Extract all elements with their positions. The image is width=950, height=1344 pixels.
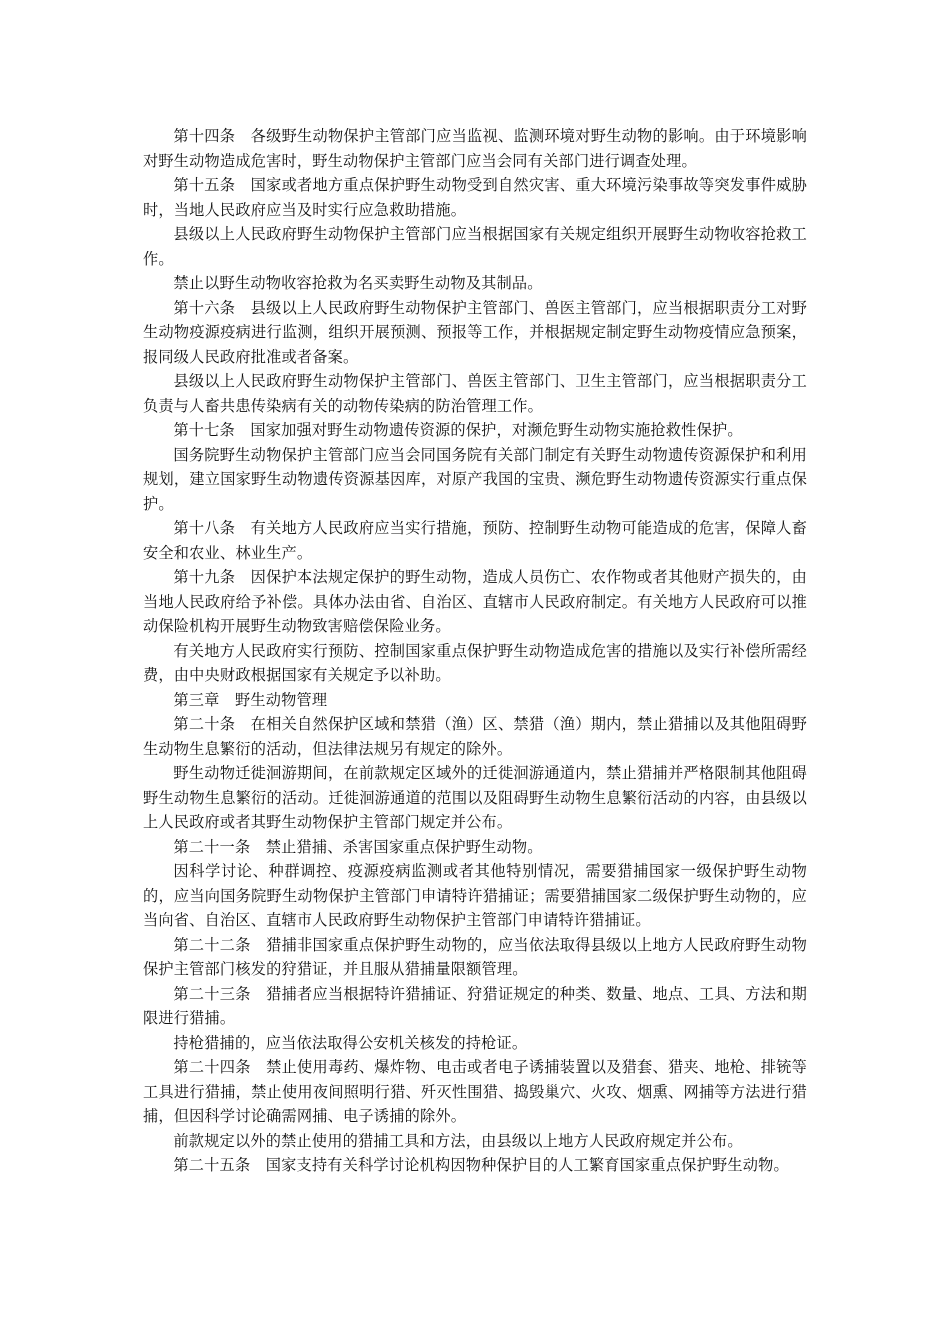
article-23-paragraph: 第二十三条 猎捕者应当根据特许猎捕证、狩猎证规定的种类、数量、地点、工具、方法和期限进行猎捕。 bbox=[143, 984, 807, 1027]
chapter-3-heading: 第三章 野生动物管理 bbox=[173, 690, 328, 709]
article-20-paragraph: 第二十条 在相关自然保护区域和禁猎（渔）区、禁猎（渔）期内，禁止猎捕以及其他阻碍野生动物生息繁衍的活动，但法律法规另有规定的除外。 bbox=[143, 715, 807, 758]
article-20-clause-2: 野生动物迁徙洄游期间，在前款规定区域外的迁徙洄游通道内，禁止猎捕并严格限制其他阻碍野生动物生息繁衍的活动。迁徙洄游通道的范围以及阻碍野生动物生息繁衍活动的内容，由县级以上人民政府或者其野生动物保护主管部门规定并公布。 bbox=[143, 764, 807, 831]
article-22-paragraph: 第二十二条 猎捕非国家重点保护野生动物的，应当依法取得县级以上地方人民政府野生动物保护主管部门核发的狩猎证，并且服从猎捕量限额管理。 bbox=[143, 935, 807, 978]
article-23-clause-2: 持枪猎捕的，应当依法取得公安机关核发的持枪证。 bbox=[173, 1033, 528, 1052]
article-19-paragraph: 第十九条 因保护本法规定保护的野生动物，造成人员伤亡、农作物或者其他财产损失的，由当地人民政府给予补偿。具体办法由省、自治区、直辖市人民政府制定。有关地方人民政府可以推动保险机构开展野生动物致害赔偿保险业务。 bbox=[143, 568, 807, 635]
article-24-clause-2: 前款规定以外的禁止使用的猎捕工具和方法，由县级以上地方人民政府规定并公布。 bbox=[173, 1131, 743, 1150]
article-21-clause-2: 因科学讨论、种群调控、疫源疫病监测或者其他特别情况，需要猎捕国家一级保护野生动物的，应当向国务院野生动物保护主管部门申请特许猎捕证；需要猎捕国家二级保护野生动物的，应当向省、自治区、直辖市人民政府野生动物保护主管部门申请特许猎捕证。 bbox=[143, 862, 807, 929]
article-14-paragraph: 第十四条 各级野生动物保护主管部门应当监视、监测环境对野生动物的影响。由于环境影响对野生动物造成危害时，野生动物保护主管部门应当会同有关部门进行调查处理。 bbox=[143, 127, 807, 170]
document-page bbox=[143, 124, 807, 1178]
article-19-clause-2: 有关地方人民政府实行预防、控制国家重点保护野生动物造成危害的措施以及实行补偿所需经费，由中央财政根据国家有关规定予以补助。 bbox=[143, 641, 807, 684]
article-21-paragraph: 第二十一条 禁止猎捕、杀害国家重点保护野生动物。 bbox=[173, 837, 543, 856]
article-15-clause-2: 县级以上人民政府野生动物保护主管部门应当根据国家有关规定组织开展野生动物收容抢救工作。 bbox=[143, 225, 807, 268]
article-16-clause-2: 县级以上人民政府野生动物保护主管部门、兽医主管部门、卫生主管部门，应当根据职责分工负责与人畜共患传染病有关的动物传染病的防治管理工作。 bbox=[143, 372, 807, 415]
article-24-paragraph: 第二十四条 禁止使用毒药、爆炸物、电击或者电子诱捕装置以及猎套、猎夹、地枪、排铳等工具进行猎捕，禁止使用夜间照明行猎、歼灭性围猎、捣毁巢穴、火攻、烟熏、网捕等方法进行猎捕，但因科学讨论确需网捕、电子诱捕的除外。 bbox=[143, 1058, 807, 1125]
article-18-paragraph: 第十八条 有关地方人民政府应当实行措施，预防、控制野生动物可能造成的危害，保障人畜安全和农业、林业生产。 bbox=[143, 519, 807, 562]
article-17-paragraph: 第十七条 国家加强对野生动物遗传资源的保护，对濒危野生动物实施抢救性保护。 bbox=[173, 421, 743, 439]
article-15-clause-3: 禁止以野生动物收容抢救为名买卖野生动物及其制品。 bbox=[173, 274, 543, 292]
article-17-clause-2: 国务院野生动物保护主管部门应当会同国务院有关部门制定有关野生动物遗传资源保护和利用规划，建立国家野生动物遗传资源基因库，对原产我国的宝贵、濒危野生动物遗传资源实行重点保护。 bbox=[143, 445, 807, 513]
article-25-paragraph: 第二十五条 国家支持有关科学讨论机构因物种保护目的人工繁育国家重点保护野生动物。 bbox=[173, 1156, 789, 1174]
article-16-paragraph: 第十六条 县级以上人民政府野生动物保护主管部门、兽医主管部门，应当根据职责分工对野生动物疫源疫病进行监测，组织开展预测、预报等工作，并根据规定制定野生动物疫情应急预案，报同级人民政府批准或者备案。 bbox=[143, 298, 807, 366]
article-15-paragraph: 第十五条 国家或者地方重点保护野生动物受到自然灾害、重大环境污染事故等突发事件威胁时，当地人民政府应当及时实行应急救助措施。 bbox=[143, 176, 807, 219]
